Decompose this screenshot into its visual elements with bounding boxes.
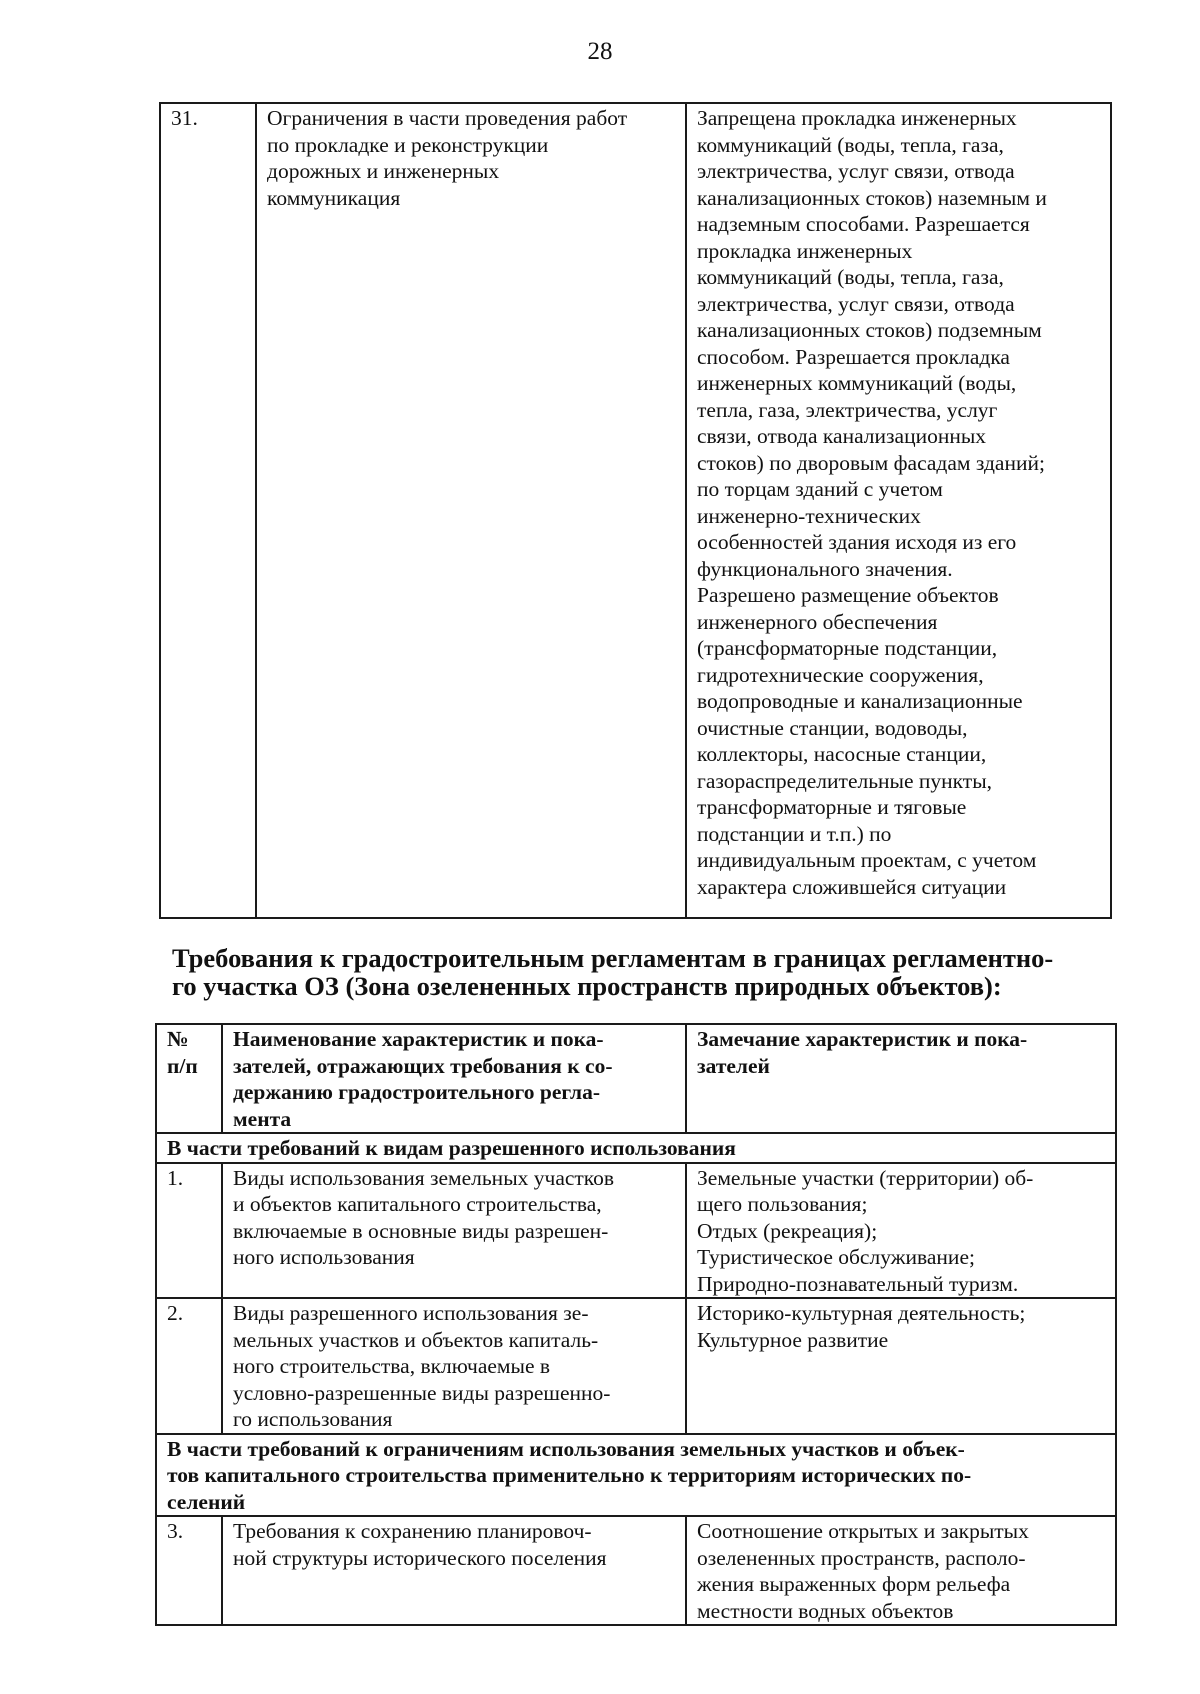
table-row [160, 103, 1111, 918]
section-row [156, 1133, 1116, 1163]
row-value: Земельные участки (территории) об- щего пользования; Отдых (рекреация); Туристическое обслуживание; Природно-познавательный туризм. [686, 1163, 1116, 1299]
row-number: 2. [156, 1298, 222, 1434]
header-number: № п/п [156, 1024, 222, 1133]
section-row [156, 1434, 1116, 1517]
table-row [156, 1163, 1116, 1299]
header-value: Замечание характеристик и пока- зателей [686, 1024, 1116, 1133]
header-name: Наименование характеристик и пока- зателей, отражающих требования к со- держанию градостроительного регла- мента [222, 1024, 686, 1133]
row-name: Виды разрешенного использования зе- мельных участков и объектов капиталь- ного строительства, включаемые в условно-разрешенные виды разрешенно- го использования [222, 1298, 686, 1434]
restriction-name: Ограничения в части проведения работ по прокладке и реконструкции дорожных и инженерных коммуникация [256, 103, 686, 918]
page-number: 28 [587, 38, 613, 65]
section-heading: Требования к градостроительным регламентам в границах регламентно- го участка ОЗ (Зона озелененных пространств природных объектов): [172, 943, 1054, 1001]
row-number: 1. [156, 1163, 222, 1299]
table-row [156, 1298, 1116, 1434]
restriction-description: Запрещена прокладка инженерных коммуникаций (воды, тепла, газа, электричества, услуг связи, отвода канализационных стоков) наземным и надземным способами. Разрешается прокладка инженерных коммуникаций (воды, тепла, газа, электричества, услуг связи, отвода канализационных стоков) подземным способом. Разрешается прокладка инженерных коммуникаций (воды, тепла, газа, электричества, услуг связи, отвода канализационных стоков) по дворовым фасадам зданий; по торцам зданий с учетом инженерно-технических особенностей здания исходя из его функционального значения. Разрешено размещение объектов инженерного обеспечения (трансформаторные подстанции, гидротехнические сооружения, водопроводные и канализационные очистные станции, водоводы, коллекторы, насосные станции, газораспределительные пункты, трансформаторные и тяговые подстанции и т.п.) по индивидуальным проектам, с учетом характера сложившейся ситуации [686, 103, 1111, 918]
restrictions-table [159, 102, 1112, 919]
row-number: 31. [160, 103, 256, 918]
row-value: Соотношение открытых и закрытых озелененных пространств, располо- жения выраженных форм рельефа местности водных объектов [686, 1516, 1116, 1625]
row-value: Историко-культурная деятельность; Культурное развитие [686, 1298, 1116, 1434]
table-header-row [156, 1024, 1116, 1133]
row-name: Виды использования земельных участков и объектов капитального строительства, включаемые в основные виды разрешен- ного использования [222, 1163, 686, 1299]
row-name: Требования к сохранению планировоч- ной структуры исторического поселения [222, 1516, 686, 1625]
row-number: 3. [156, 1516, 222, 1625]
section-title-historical: В части требований к ограничениям использования земельных участков и объек- тов капитального строительства применительно к территориям исторических по- селений [156, 1434, 1116, 1517]
section-title-permitted-use: В части требований к видам разрешенного использования [156, 1133, 1116, 1163]
table-row [156, 1516, 1116, 1625]
zone-requirements-table [155, 1023, 1117, 1626]
